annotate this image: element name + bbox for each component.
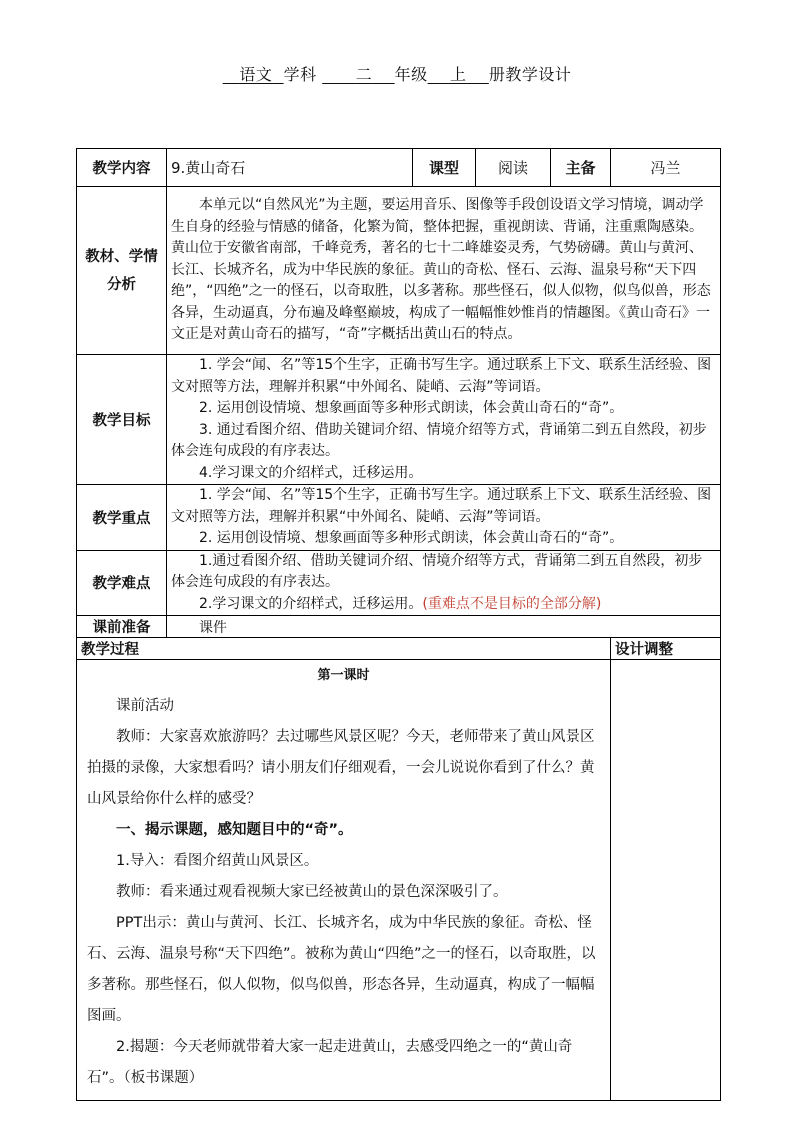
- type-value: 阅读: [476, 149, 551, 187]
- analysis-text-cell: [167, 187, 721, 355]
- grade-suffix: 年级: [394, 65, 428, 84]
- subject-value: 语文: [239, 65, 273, 84]
- process-paragraph: PPT出示：黄山与黄河、长江、长城齐名，成为中华民族的象征。奇松、怪石、云海、温泉号称“天下四绝”。被称为黄山“四绝”之一的怪石，以奇取胜，以多著称。那些怪石，似人似物，似鸟似兽，形态各异，生动逼真，构成了一幅幅图画。: [87, 915, 596, 1024]
- difficulty-item-text: 2.学习课文的介绍样式，迁移运用。: [199, 595, 423, 612]
- grade-value: 二: [355, 65, 373, 84]
- key-cell: [167, 485, 721, 551]
- difficulty-item-2: [171, 594, 716, 616]
- process-paragraph: 教师：大家喜欢旅游吗？去过哪些风景区呢？今天，老师带来了黄山风景区拍摄的录像，大家想看吗？请小朋友们仔细观看，一会儿说说你看到了什么？黄山风景给你什么样的感受？: [87, 729, 595, 807]
- section-title: 第一课时: [317, 668, 370, 683]
- difficulty-label: 教学难点: [77, 550, 167, 616]
- analysis-text: 本单元以“自然风光”为主题，要运用音乐、图像等手段创设语文学习情境，调动学生自身的经验与情感的储备，化繁为简，整体把握，重视朗读、背诵，注重熏陶感染。黄山位于安徽省南部，千峰竞秀，著名的七十二峰雄姿灵秀，气势磅礴。黄山与黄河、长江、长城齐名，成为中华民族的象征。黄山的奇松、怪石、云海、温泉号称“天下四绝”，“四绝”之一的怪石，以奇取胜，以多著称。那些怪石，似人似物，似鸟似兽，形态各异，生动逼真，分布遍及峰壑巅坡，构成了一幅幅惟妙惟肖的情趣图。《黄山奇石》一文正是对黄山奇石的描写，“奇”字概括出黄山石的特点。: [171, 197, 711, 343]
- goal-item: 2. 运用创设情境、想象画面等多种形式朗读，体会黄山奇石的“奇”。: [199, 400, 624, 416]
- goal-item: 3. 通过看图介绍、借助关键词介绍、情境介绍等方式，背诵第二到五自然段，初步体会连句成段的有序表达。: [171, 421, 707, 459]
- process-paragraph: 课前活动: [116, 698, 174, 714]
- difficulty-cell: [167, 550, 721, 616]
- type-label: 课型: [413, 149, 476, 187]
- content-value: 9.黄山奇石: [167, 149, 413, 187]
- prep-label: 课前准备: [77, 616, 167, 638]
- key-label: 教学重点: [77, 485, 167, 551]
- difficulty-note: (重难点不是目标的全部分解): [422, 595, 602, 612]
- lead-value: 冯兰: [611, 149, 721, 187]
- process-heading: 一、揭示课题，感知题目中的“奇”。: [116, 822, 353, 838]
- prep-row: [77, 616, 721, 638]
- content-label: 教学内容: [77, 149, 167, 187]
- subject-suffix: 学科: [283, 65, 317, 84]
- goals-cell: [167, 355, 721, 485]
- document-header: [0, 62, 794, 85]
- key-item: 1. 学会“闻、名”等15个生字，正确书写生字。通过联系上下文、联系生活经验、图文对照等方法，理解并积累“中外闻名、陡峭、云海”等词语。: [171, 487, 712, 525]
- volume-value: 上: [449, 65, 467, 84]
- prep-value: 课件: [167, 616, 721, 638]
- adjust-cell: [611, 660, 721, 1101]
- goals-row: [77, 355, 721, 485]
- process-row: [77, 660, 721, 1101]
- process-header-row: [77, 638, 721, 660]
- goal-item: 1. 学会“闻、名”等15个生字，正确书写生字。通过联系上下文、联系生活经验、图文对照等方法，理解并积累“中外闻名、陡峭、云海”等词语。: [171, 357, 712, 395]
- goal-item: 4.学习课文的介绍样式，迁移运用。: [199, 464, 423, 481]
- key-row: [77, 485, 721, 551]
- process-paragraph: 教师：看来通过观看视频大家已经被黄山的景色深深吸引了。: [116, 884, 508, 900]
- process-paragraph: 1.导入：看图介绍黄山风景区。: [116, 853, 319, 869]
- lead-label: 主备: [551, 149, 611, 187]
- difficulty-item: 1.通过看图介绍、借助关键词介绍、情境介绍等方式，背诵第二到五自然段，初步体会连句成段的有序表达。: [171, 552, 703, 590]
- process-paragraph: 2.揭题：今天老师就带着大家一起走进黄山，去感受四绝之一的“黄山奇石”。（板书课题）: [87, 1039, 573, 1086]
- analysis-label: 教材、学情分析: [77, 187, 167, 355]
- analysis-row: [77, 187, 721, 355]
- process-content: [77, 660, 611, 1101]
- goals-label: 教学目标: [77, 355, 167, 485]
- volume-suffix: 册教学设计: [488, 65, 572, 84]
- key-item: 2. 运用创设情境、想象画面等多种形式朗读，体会黄山奇石的“奇”。: [199, 530, 624, 546]
- lesson-plan-table: [76, 148, 721, 1101]
- content-row: [77, 149, 721, 187]
- difficulty-row: [77, 550, 721, 616]
- process-label: 教学过程: [77, 638, 611, 660]
- adjust-label: 设计调整: [611, 638, 721, 660]
